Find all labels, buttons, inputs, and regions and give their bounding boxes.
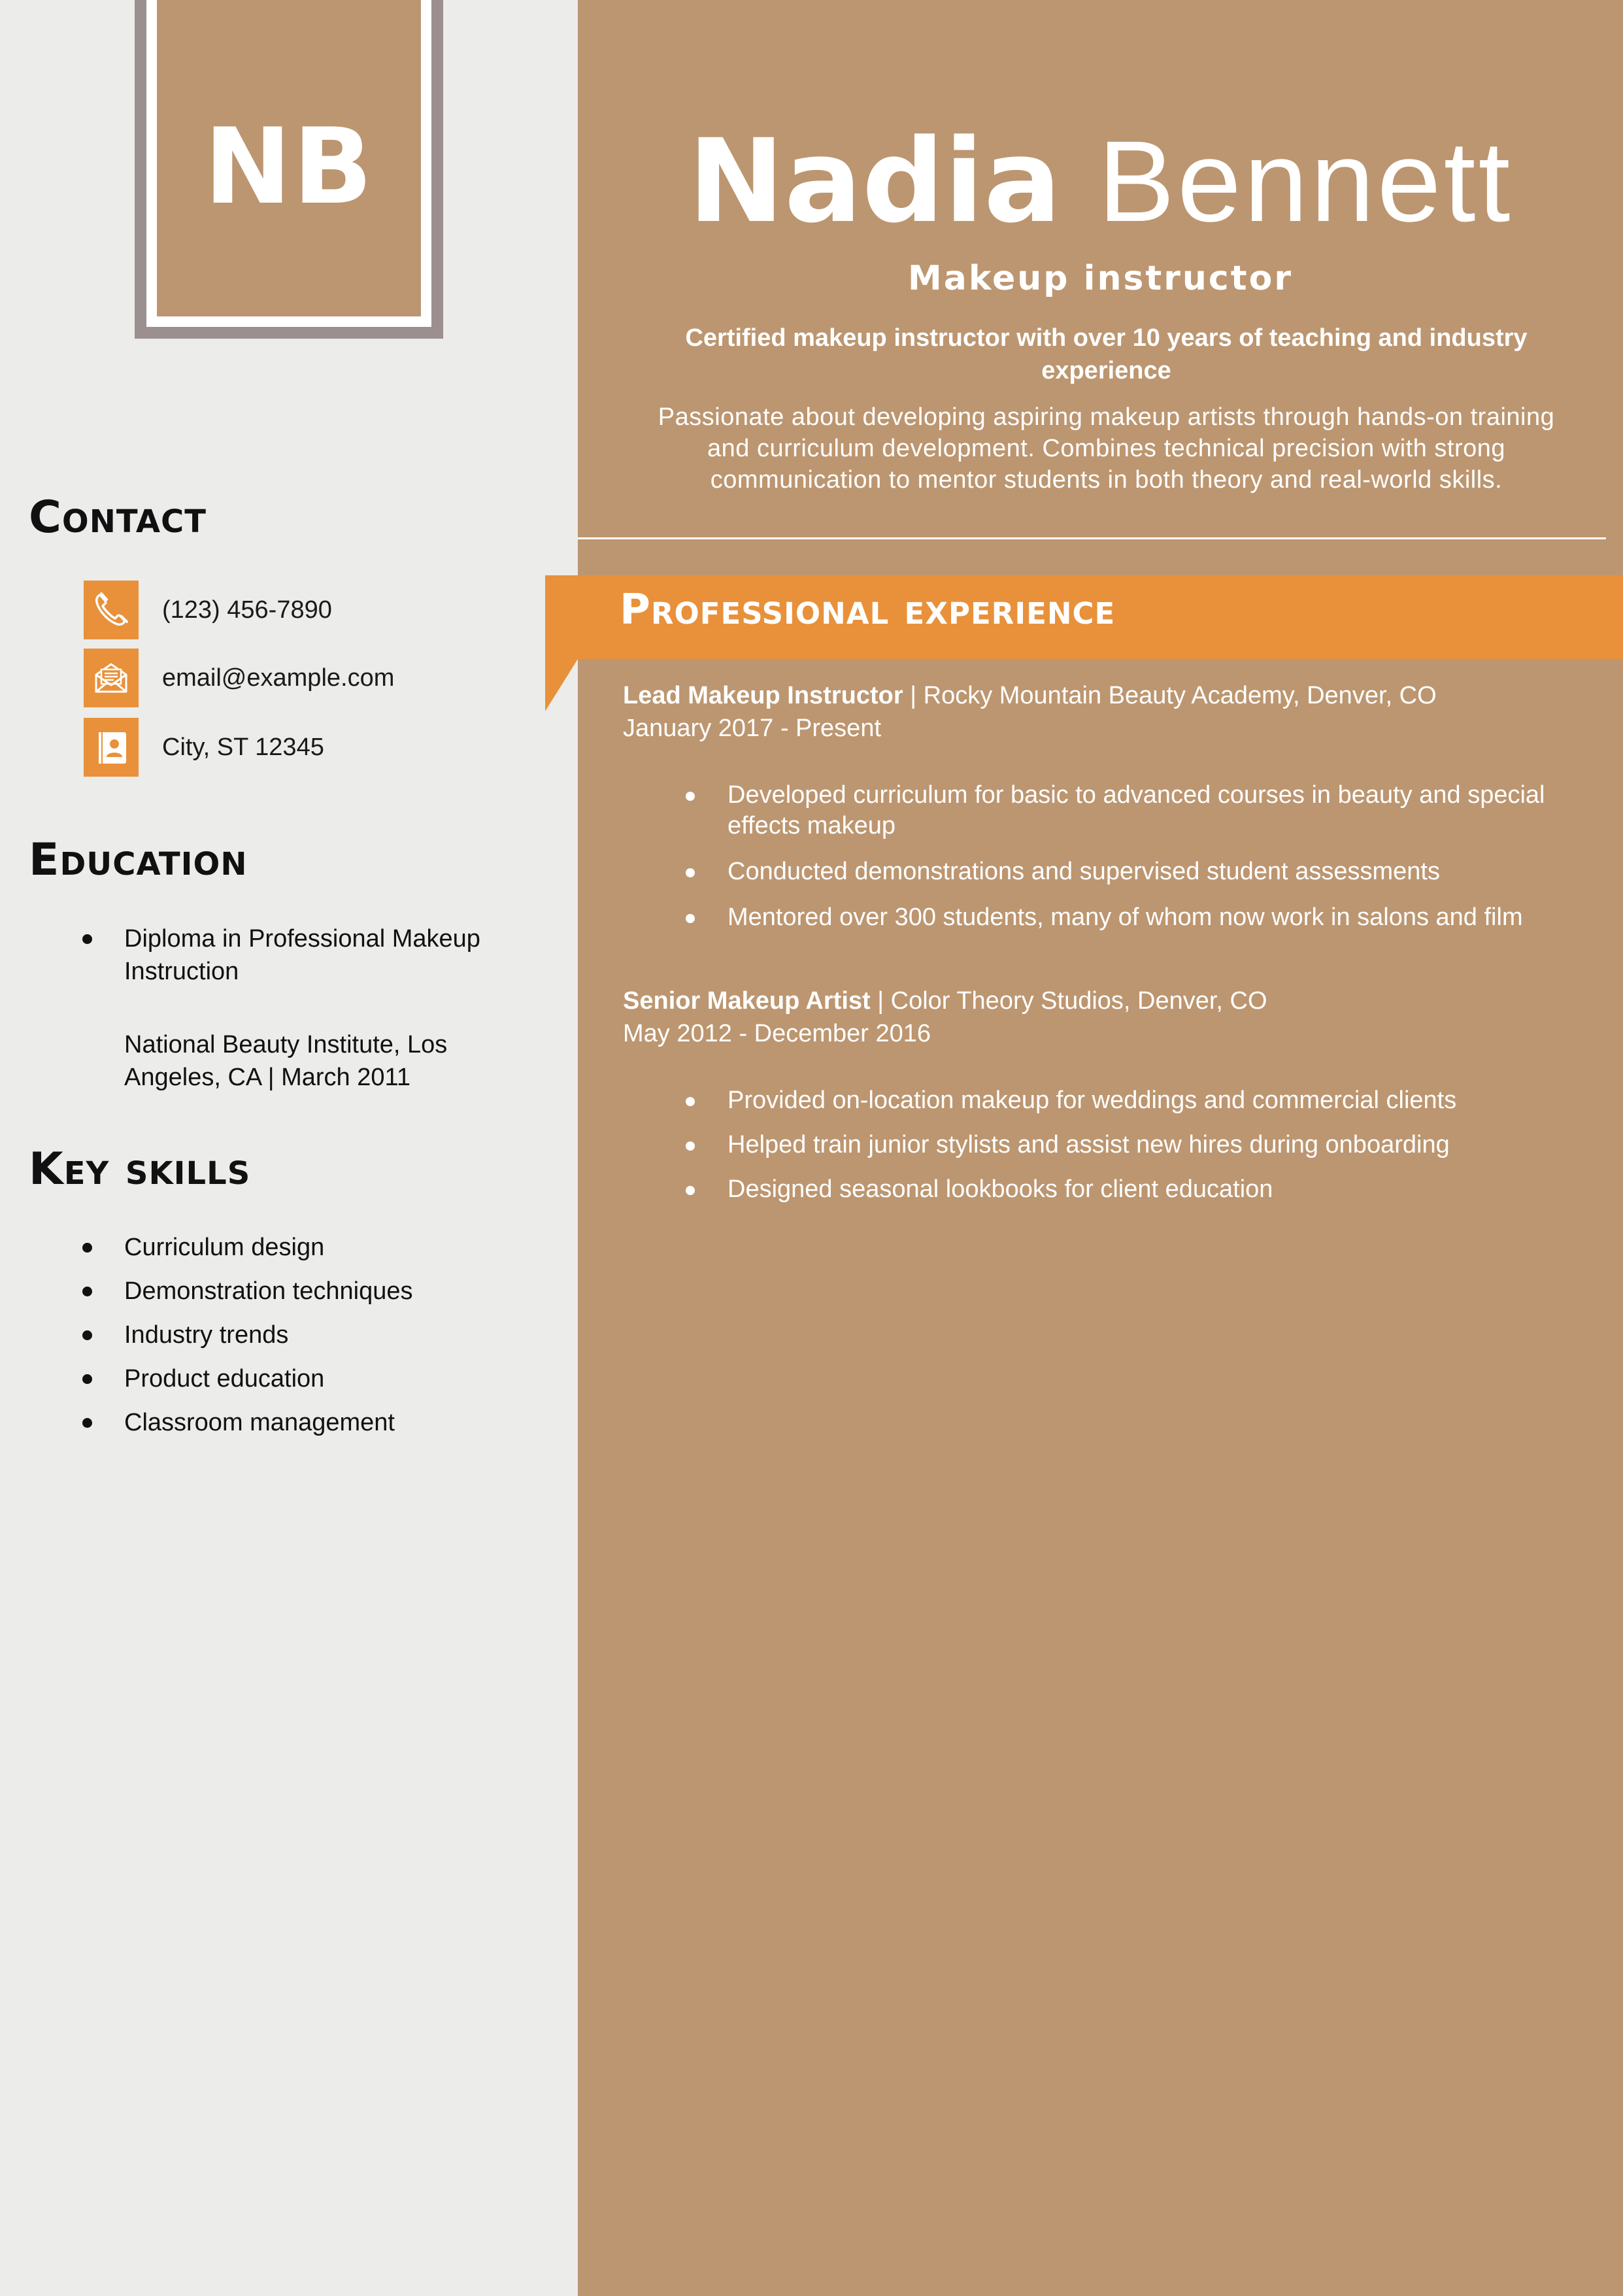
job-dates: January 2017 - Present <box>623 715 882 742</box>
skill-item: Industry trends <box>124 1321 289 1349</box>
contact-address <box>84 718 324 777</box>
full-name <box>578 116 1623 247</box>
list-item <box>623 902 1597 933</box>
education-school: National Beauty Institute, Los Angeles, CA | March 2011 <box>124 1031 448 1091</box>
job-bullets <box>623 780 1597 933</box>
bullet <box>82 1330 92 1340</box>
bullet <box>82 1243 92 1253</box>
list-item <box>0 1275 523 1308</box>
job-entry <box>623 679 1597 931</box>
list-item <box>623 780 1597 841</box>
bullet-text: Provided on-location makeup for weddings and commercial clients <box>728 1087 1457 1114</box>
band-fold <box>545 659 578 711</box>
list-item <box>0 1362 523 1395</box>
experience-heading: Professional experience <box>620 586 1116 634</box>
bullet <box>82 1374 92 1384</box>
monogram: NB <box>204 105 374 228</box>
skill-item: Curriculum design <box>124 1234 325 1261</box>
summary: Passionate about developing aspiring makeup artists through hands-on training and curriculum development. Combines technical precision with strong communication to mentor students in both theory and real-world skills. <box>658 403 1555 494</box>
job-company: | Rocky Mountain Beauty Academy, Denver, CO <box>903 682 1437 709</box>
monogram-box <box>146 0 431 327</box>
sidebar <box>0 0 578 2296</box>
contact-phone <box>84 581 332 639</box>
envelope-icon <box>84 649 139 707</box>
education-list <box>0 922 523 988</box>
last-name: Bennett <box>1097 118 1513 246</box>
job-bullets <box>623 1085 1597 1205</box>
education-degree: Diploma in Professional Makeup Instruction <box>124 925 480 985</box>
bullet <box>686 792 695 801</box>
job-header <box>623 679 1597 712</box>
job-role: Lead Makeup Instructor <box>623 682 903 709</box>
list-item <box>623 1085 1597 1116</box>
skills-list <box>0 1231 523 1439</box>
tagline: Certified makeup instructor with over 10 years of teaching and industry experience <box>685 324 1528 384</box>
bullet <box>686 868 695 877</box>
skill-item: Demonstration techniques <box>124 1277 413 1305</box>
phone-text: (123) 456-7890 <box>162 596 332 624</box>
list-item <box>0 1231 523 1264</box>
phone-icon <box>84 581 139 639</box>
bullet <box>686 1097 695 1106</box>
bullet-text: Mentored over 300 students, many of whom now work in salons and film <box>728 903 1523 931</box>
list-item <box>623 1130 1597 1160</box>
skill-item: Classroom management <box>124 1409 395 1436</box>
bullet <box>686 914 695 923</box>
bullet <box>82 1418 92 1428</box>
list-item <box>623 1174 1597 1205</box>
email-text: email@example.com <box>162 664 395 692</box>
job-header <box>623 985 1597 1017</box>
bullet-text: Developed curriculum for basic to advanced courses in beauty and special effects makeup <box>728 781 1545 839</box>
skill-item: Product education <box>124 1365 325 1393</box>
job-dates: May 2012 - December 2016 <box>623 1020 931 1047</box>
bullet <box>82 934 92 944</box>
bullet-text: Designed seasonal lookbooks for client education <box>728 1175 1273 1203</box>
list-item <box>623 856 1597 887</box>
address-text: City, ST 12345 <box>162 733 324 761</box>
job-title: Makeup instructor <box>907 259 1293 298</box>
divider <box>578 537 1606 539</box>
first-name: Nadia <box>688 114 1062 248</box>
contact-email <box>84 649 395 707</box>
bullet <box>82 1287 92 1296</box>
bullet-text: Conducted demonstrations and supervised student assessments <box>728 858 1440 885</box>
job-company: | Color Theory Studios, Denver, CO <box>870 987 1267 1015</box>
address-book-icon <box>84 718 139 777</box>
list-item <box>0 1319 523 1351</box>
bullet-text: Helped train junior stylists and assist new hires during onboarding <box>728 1131 1450 1158</box>
list-item <box>0 1406 523 1439</box>
contact-heading: Contact <box>29 492 207 543</box>
bullet <box>686 1141 695 1151</box>
list-item <box>0 922 523 988</box>
job-role: Senior Makeup Artist <box>623 987 871 1015</box>
bullet <box>686 1186 695 1195</box>
education-heading: Education <box>29 834 248 886</box>
job-entry <box>623 985 1597 1203</box>
monogram-frame <box>135 0 443 339</box>
skills-heading: Key skills <box>29 1143 251 1195</box>
